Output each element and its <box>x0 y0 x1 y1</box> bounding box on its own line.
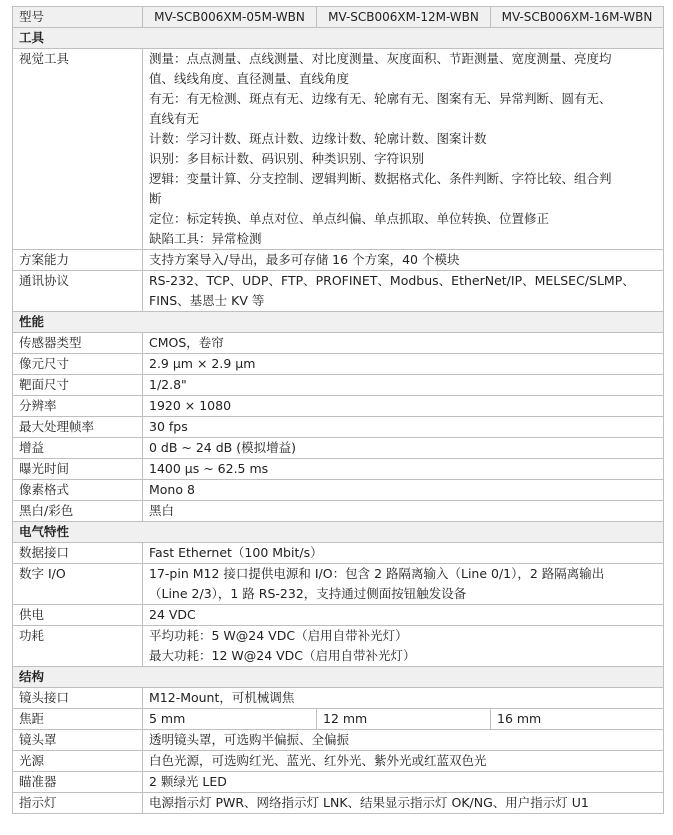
vision-line: 逻辑：变量计算、分支控制、逻辑判断、数据格式化、条件判断、字符比较、组合判 <box>149 171 612 186</box>
perf-label: 分辨率 <box>13 396 143 417</box>
indicator-value: 电源指示灯 PWR、网络指示灯 LNK、结果显示指示灯 OK/NG、用户指示灯 U1 <box>143 793 664 814</box>
row-focal-length <box>13 709 664 730</box>
lens-mount-value: M12-Mount，可机械调焦 <box>143 688 664 709</box>
section-tools: 工具 <box>13 28 664 49</box>
model-16m: MV-SCB006XM-16M-WBN <box>491 7 664 28</box>
row-pixel-size <box>13 354 664 375</box>
power-label: 供电 <box>13 605 143 626</box>
perf-value: 1400 μs ~ 62.5 ms <box>143 459 664 480</box>
row-exposure <box>13 459 664 480</box>
header-row <box>13 7 664 28</box>
consumption-line: 平均功耗：5 W@24 VDC（启用自带补光灯） <box>149 628 408 643</box>
vision-line: 计数：学习计数、斑点计数、边缘计数、轮廓计数、图案计数 <box>149 131 487 146</box>
vision-line: 定位：标定转换、单点对位、单点纠偏、单点抓取、单位转换、位置修正 <box>149 211 550 226</box>
perf-label: 像元尺寸 <box>13 354 143 375</box>
aimer-label: 瞄准器 <box>13 772 143 793</box>
lens-cover-value: 透明镜头罩，可选购半偏振、全偏振 <box>143 730 664 751</box>
row-comm <box>13 271 664 312</box>
scheme-value: 支持方案导入/导出，最多可存储 16 个方案，40 个模块 <box>143 250 664 271</box>
perf-value: 2.9 μm × 2.9 μm <box>143 354 664 375</box>
data-interface-value: Fast Ethernet（100 Mbit/s） <box>143 543 664 564</box>
digital-io-label: 数字 I/O <box>13 564 143 605</box>
vision-line: 直线有无 <box>149 111 200 126</box>
row-vision-tools <box>13 49 664 250</box>
comm-value <box>143 271 664 312</box>
perf-value: CMOS，卷帘 <box>143 333 664 354</box>
row-indicator <box>13 793 664 814</box>
row-sensor-type <box>13 333 664 354</box>
spec-table <box>12 6 664 814</box>
perf-value: 0 dB ~ 24 dB (模拟增益) <box>143 438 664 459</box>
section-performance: 性能 <box>13 312 664 333</box>
light-source-label: 光源 <box>13 751 143 772</box>
vision-line: 识别：多目标计数、码识别、种类识别、字符识别 <box>149 151 425 166</box>
perf-label: 像素格式 <box>13 480 143 501</box>
digital-io-value <box>143 564 664 605</box>
row-light-source <box>13 751 664 772</box>
vision-line: 断 <box>149 191 162 206</box>
light-source-value: 白色光源，可选购红光、蓝光、红外光、紫外光或红蓝双色光 <box>143 751 664 772</box>
row-pixel-format <box>13 480 664 501</box>
io-line: 17-pin M12 接口提供电源和 I/O：包含 2 路隔离输入（Line 0/1），2 路隔离输出 <box>149 566 605 581</box>
row-sensor-size <box>13 375 664 396</box>
row-power-supply <box>13 605 664 626</box>
model-05m: MV-SCB006XM-05M-WBN <box>143 7 317 28</box>
focal-length-12m: 12 mm <box>317 709 491 730</box>
row-scheme <box>13 250 664 271</box>
data-interface-label: 数据接口 <box>13 543 143 564</box>
perf-value: Mono 8 <box>143 480 664 501</box>
vision-line: 有无：有无检测、斑点有无、边缘有无、轮廓有无、图案有无、异常判断、圆有无、 <box>149 91 612 106</box>
perf-label: 增益 <box>13 438 143 459</box>
lens-mount-label: 镜头接口 <box>13 688 143 709</box>
model-label: 型号 <box>13 7 143 28</box>
perf-value: 1/2.8" <box>143 375 664 396</box>
row-gain <box>13 438 664 459</box>
perf-value: 30 fps <box>143 417 664 438</box>
scheme-label: 方案能力 <box>13 250 143 271</box>
vision-tools-value <box>143 49 664 250</box>
section-structure: 结构 <box>13 667 664 688</box>
consumption-value <box>143 626 664 667</box>
row-resolution <box>13 396 664 417</box>
consumption-label: 功耗 <box>13 626 143 667</box>
row-lens-cover <box>13 730 664 751</box>
aimer-value: 2 颗绿光 LED <box>143 772 664 793</box>
row-data-interface <box>13 543 664 564</box>
comm-line: RS-232、TCP、UDP、FTP、PROFINET、Modbus、EtherNet/IP、MELSEC/SLMP、 <box>149 273 635 288</box>
perf-label: 最大处理帧率 <box>13 417 143 438</box>
perf-value: 黑白 <box>143 501 664 522</box>
comm-line: FINS、基恩士 KV 等 <box>149 293 265 308</box>
vision-line: 缺陷工具：异常检测 <box>149 231 262 246</box>
io-line: （Line 2/3），1 路 RS-232，支持通过侧面按钮触发设备 <box>149 586 467 601</box>
power-value: 24 VDC <box>143 605 664 626</box>
section-electrical: 电气特性 <box>13 522 664 543</box>
row-frame-rate <box>13 417 664 438</box>
focal-length-label: 焦距 <box>13 709 143 730</box>
row-lens-mount <box>13 688 664 709</box>
perf-label: 曝光时间 <box>13 459 143 480</box>
perf-label: 黑白/彩色 <box>13 501 143 522</box>
focal-length-16m: 16 mm <box>491 709 664 730</box>
row-digital-io <box>13 564 664 605</box>
vision-tools-label: 视觉工具 <box>13 49 143 250</box>
lens-cover-label: 镜头罩 <box>13 730 143 751</box>
perf-value: 1920 × 1080 <box>143 396 664 417</box>
comm-label: 通讯协议 <box>13 271 143 312</box>
row-consumption <box>13 626 664 667</box>
perf-label: 传感器类型 <box>13 333 143 354</box>
model-12m: MV-SCB006XM-12M-WBN <box>317 7 491 28</box>
focal-length-05m: 5 mm <box>143 709 317 730</box>
indicator-label: 指示灯 <box>13 793 143 814</box>
row-aimer <box>13 772 664 793</box>
consumption-line: 最大功耗：12 W@24 VDC（启用自带补光灯） <box>149 648 416 663</box>
vision-line: 测量：点点测量、点线测量、对比度测量、灰度面积、节距测量、宽度测量、亮度均 <box>149 51 612 66</box>
vision-line: 值、线线角度、直径测量、直线角度 <box>149 71 350 86</box>
row-mono-color <box>13 501 664 522</box>
perf-label: 靶面尺寸 <box>13 375 143 396</box>
